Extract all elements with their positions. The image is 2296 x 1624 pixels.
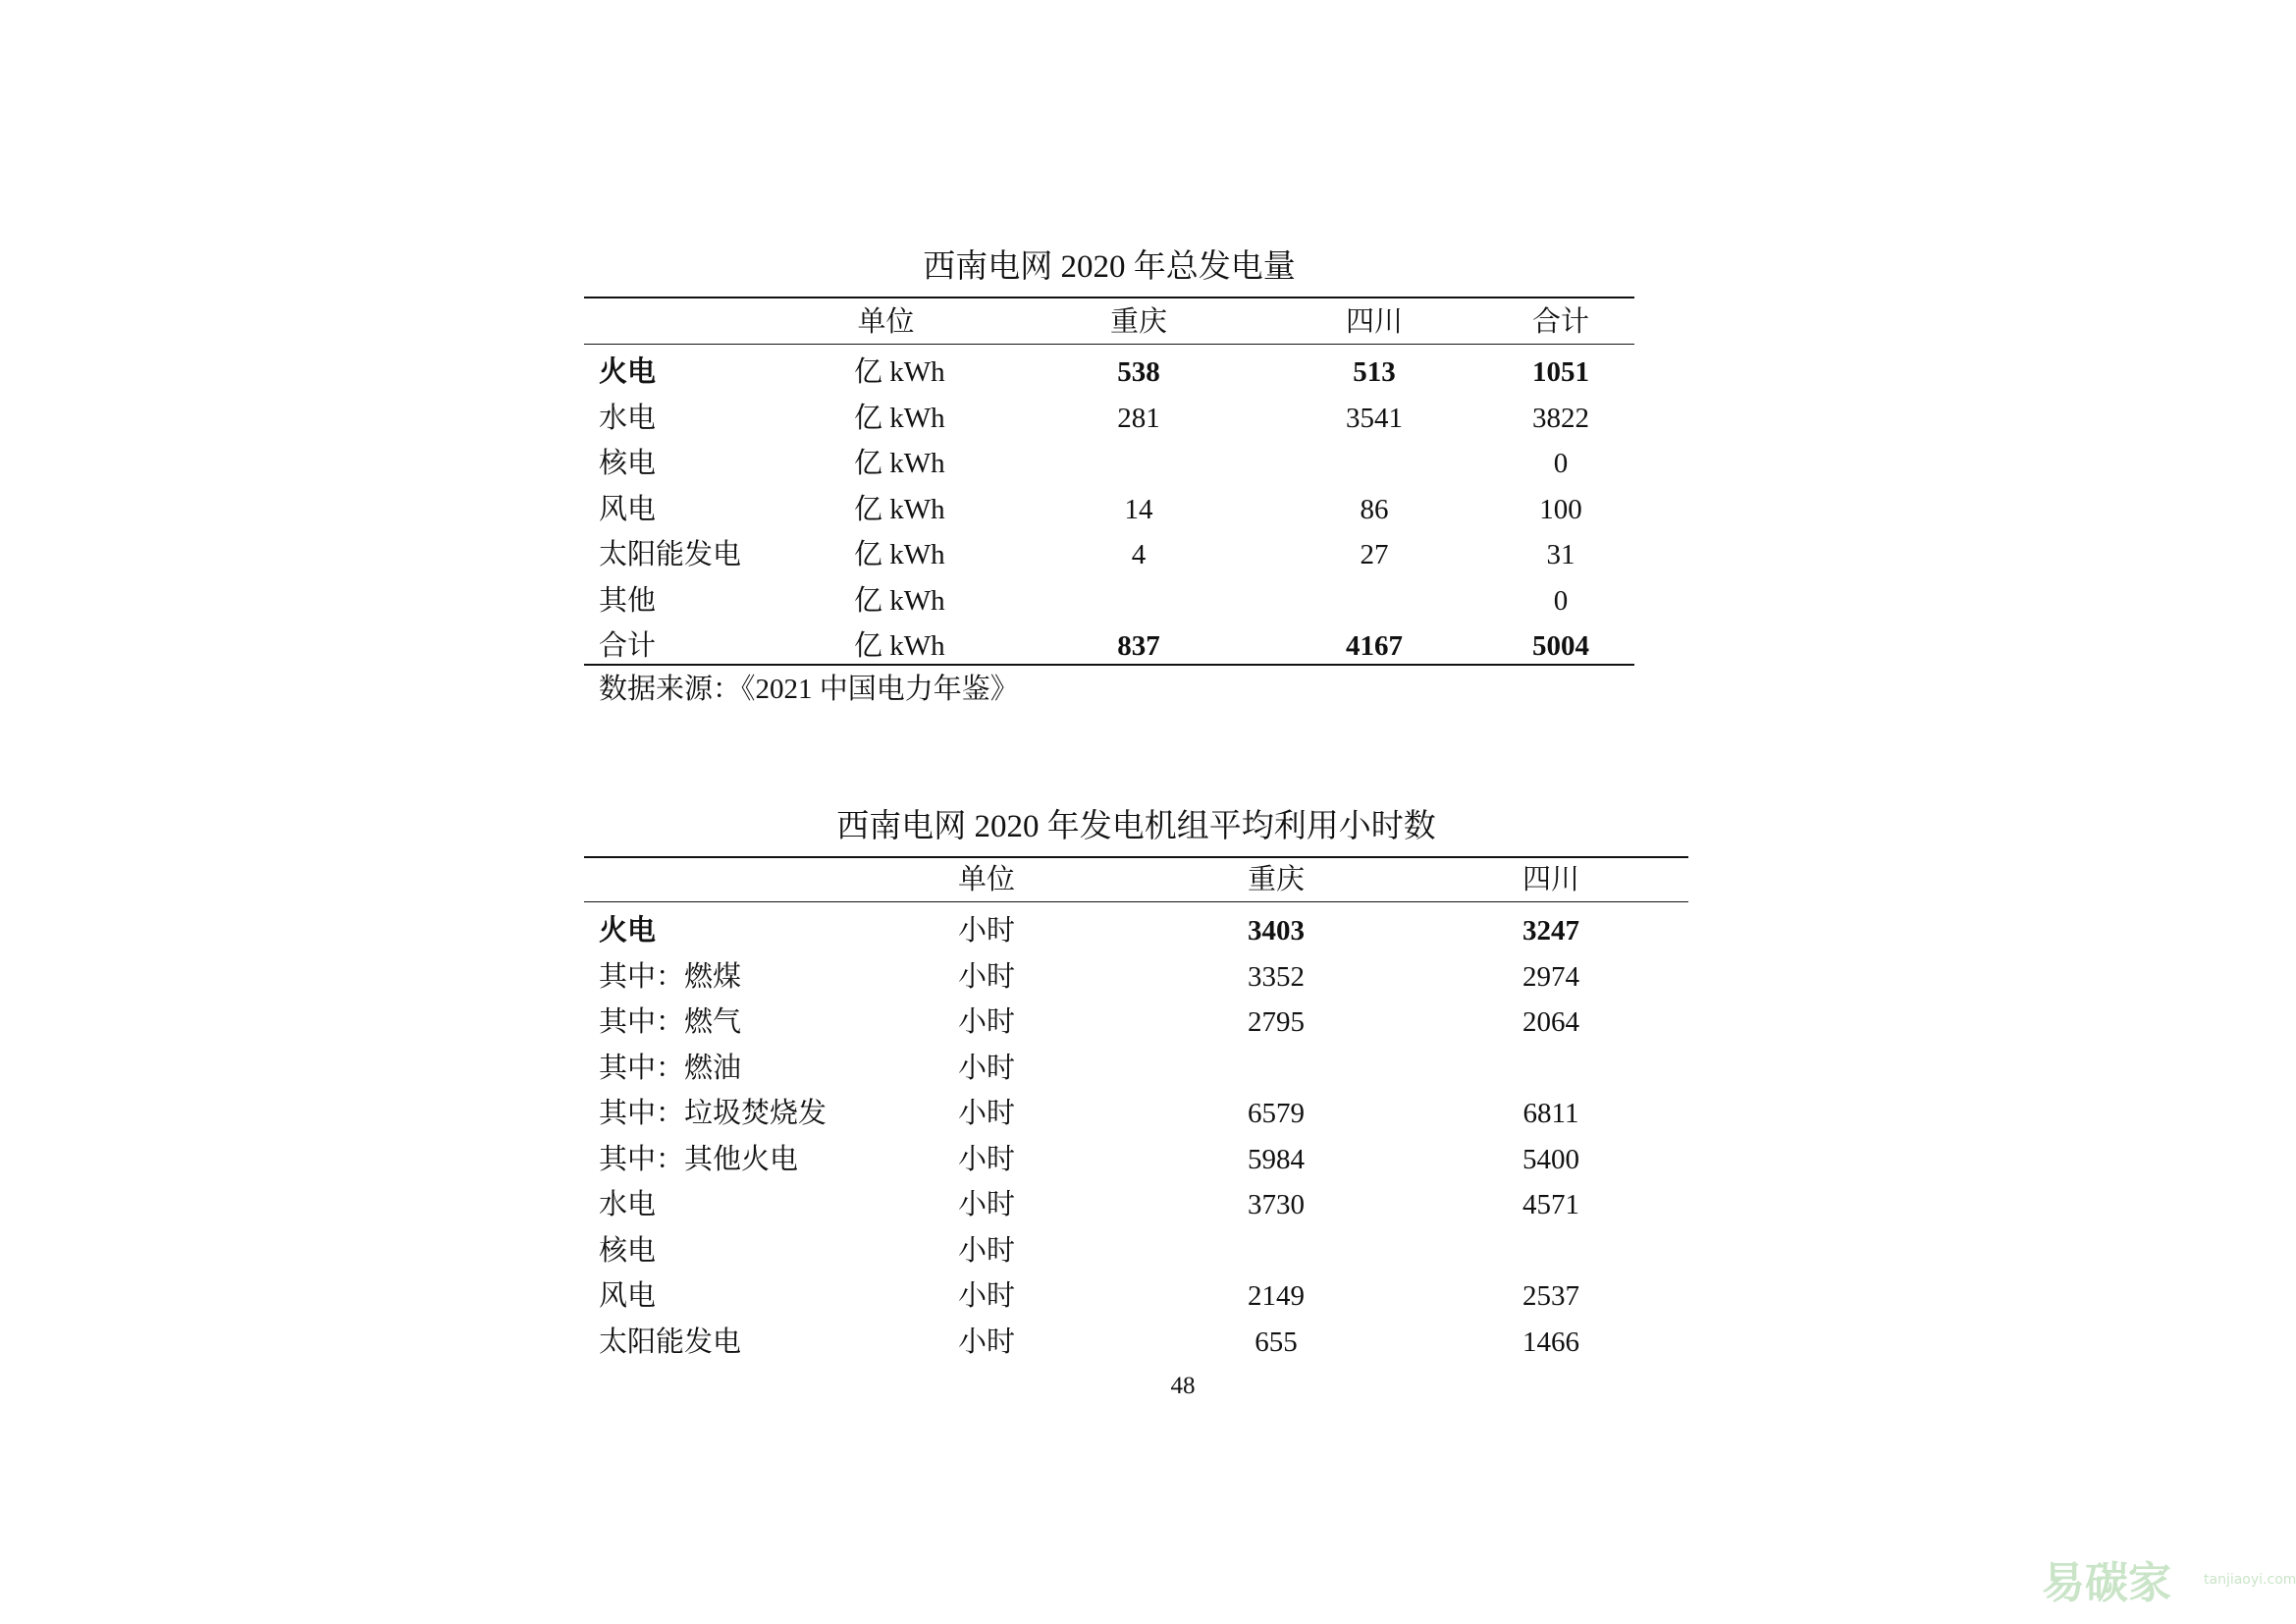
table-row <box>584 954 1688 1000</box>
cell-sichuan: 3541 <box>1346 402 1403 434</box>
watermark-brand: 易碳家 <box>2042 1558 2171 1608</box>
table-row <box>584 1320 1688 1365</box>
header-sichuan: 四川 <box>1522 864 1579 895</box>
cell-sichuan: 6811 <box>1522 1098 1579 1129</box>
table-row <box>584 350 1634 395</box>
cell-chongqing <box>1016 441 1261 486</box>
cell-total: 31 <box>1546 539 1575 570</box>
table-header-row <box>584 858 1688 901</box>
table-row <box>584 1046 1688 1091</box>
cell-total: 0 <box>1553 584 1569 617</box>
table-title: 西南电网 2020 年总发电量 <box>923 249 1296 285</box>
table-row <box>584 396 1634 441</box>
cell-sichuan: 4167 <box>1346 630 1403 662</box>
cell-sichuan: 5400 <box>1522 1143 1579 1175</box>
cell-sichuan: 2064 <box>1522 1006 1579 1038</box>
row-unit: 亿 kWh <box>854 493 945 525</box>
cell-chongqing: 538 <box>1117 356 1160 388</box>
cell-sichuan <box>1428 1228 1674 1273</box>
header-chongqing: 重庆 <box>1247 864 1305 895</box>
table-row <box>584 1137 1688 1182</box>
cell-chongqing <box>1153 1046 1399 1091</box>
cell-sichuan: 513 <box>1353 356 1396 388</box>
table-total-generation <box>584 247 1634 719</box>
row-unit: 亿 kWh <box>854 402 945 434</box>
row-unit: 小时 <box>957 960 1015 993</box>
header-unit: 单位 <box>957 864 1015 895</box>
cell-total: 3822 <box>1532 402 1589 434</box>
row-label: 其中：其他火电 <box>599 1143 799 1175</box>
table-row <box>584 623 1634 669</box>
row-unit: 小时 <box>957 1006 1015 1038</box>
row-unit: 小时 <box>957 1280 1015 1312</box>
row-unit: 小时 <box>957 915 1015 947</box>
row-label: 太阳能发电 <box>599 539 742 570</box>
header-rule <box>584 344 1634 345</box>
row-unit: 小时 <box>957 1326 1015 1358</box>
row-unit: 亿 kWh <box>854 584 945 617</box>
cell-sichuan: 2974 <box>1522 960 1579 993</box>
cell-sichuan: 4571 <box>1522 1189 1579 1220</box>
row-unit: 小时 <box>957 1143 1015 1175</box>
cell-total: 100 <box>1539 493 1582 525</box>
cell-chongqing: 5984 <box>1248 1143 1305 1175</box>
row-unit: 亿 kWh <box>854 539 945 570</box>
table-row <box>584 1091 1688 1136</box>
cell-total: 1051 <box>1532 356 1589 388</box>
cell-chongqing: 837 <box>1117 630 1160 662</box>
row-label: 太阳能发电 <box>599 1326 742 1358</box>
row-label: 火电 <box>599 915 657 947</box>
cell-chongqing: 3352 <box>1248 960 1305 993</box>
row-unit: 小时 <box>957 1189 1015 1220</box>
table-row <box>584 532 1634 577</box>
cell-chongqing: 3403 <box>1248 915 1305 947</box>
table-row <box>584 1228 1688 1273</box>
watermark-domain: tanjiaoyi.com <box>2204 1572 2296 1588</box>
table-row <box>584 578 1634 623</box>
row-label: 风电 <box>599 1280 657 1312</box>
row-unit: 亿 kWh <box>854 630 945 662</box>
row-label: 其中：燃气 <box>599 1006 742 1038</box>
row-label: 合计 <box>599 630 657 662</box>
source-note: 数据来源：《2021 中国电力年鉴》 <box>599 674 1019 705</box>
table-row <box>584 908 1688 953</box>
row-label: 水电 <box>599 402 657 434</box>
header-unit: 单位 <box>857 306 915 338</box>
table-utilization-hours <box>584 807 1688 1357</box>
cell-sichuan <box>1428 1046 1674 1091</box>
cell-sichuan: 1466 <box>1522 1326 1579 1358</box>
cell-chongqing: 2795 <box>1248 1006 1305 1038</box>
table-row <box>584 441 1634 486</box>
cell-chongqing: 281 <box>1117 402 1160 434</box>
top-rule <box>584 297 1634 298</box>
table-header-row <box>584 300 1634 344</box>
row-unit: 亿 kWh <box>854 448 945 479</box>
cell-sichuan: 27 <box>1360 539 1389 570</box>
row-label: 其中：燃煤 <box>599 960 742 993</box>
row-label: 风电 <box>599 493 657 525</box>
row-label: 火电 <box>599 356 657 388</box>
cell-chongqing: 2149 <box>1248 1280 1305 1312</box>
cell-chongqing: 3730 <box>1248 1189 1305 1220</box>
row-unit: 亿 kWh <box>854 356 945 388</box>
cell-chongqing: 655 <box>1255 1326 1298 1358</box>
row-label: 其中：垃圾焚烧发 <box>599 1098 828 1129</box>
header-chongqing: 重庆 <box>1109 306 1167 338</box>
cell-chongqing <box>1153 1228 1399 1273</box>
cell-sichuan: 86 <box>1360 493 1389 525</box>
cell-chongqing: 4 <box>1131 539 1147 570</box>
cell-chongqing: 6579 <box>1248 1098 1305 1129</box>
watermark-logo <box>2042 1556 2296 1615</box>
row-label: 核电 <box>599 448 657 479</box>
table-row <box>584 487 1634 532</box>
page-number: 48 <box>1170 1373 1196 1399</box>
cell-total: 0 <box>1553 448 1569 479</box>
table-title: 西南电网 2020 年发电机组平均利用小时数 <box>836 809 1436 844</box>
header-sichuan: 四川 <box>1345 306 1403 338</box>
bottom-rule <box>584 664 1634 666</box>
header-rule <box>584 901 1688 902</box>
row-label: 其中：燃油 <box>599 1052 742 1084</box>
row-label: 核电 <box>599 1234 657 1267</box>
table-row <box>584 1000 1688 1045</box>
cell-sichuan: 2537 <box>1522 1280 1579 1312</box>
table-row <box>584 1182 1688 1227</box>
row-label: 其他 <box>599 584 657 617</box>
header-total: 合计 <box>1531 306 1589 338</box>
table-row <box>584 1273 1688 1319</box>
row-unit: 小时 <box>957 1052 1015 1084</box>
row-unit: 小时 <box>957 1098 1015 1129</box>
row-unit: 小时 <box>957 1234 1015 1267</box>
row-label: 水电 <box>599 1189 657 1220</box>
cell-sichuan: 3247 <box>1522 915 1579 947</box>
cell-total: 5004 <box>1532 630 1589 662</box>
cell-chongqing: 14 <box>1124 493 1153 525</box>
cell-chongqing <box>1016 578 1261 623</box>
